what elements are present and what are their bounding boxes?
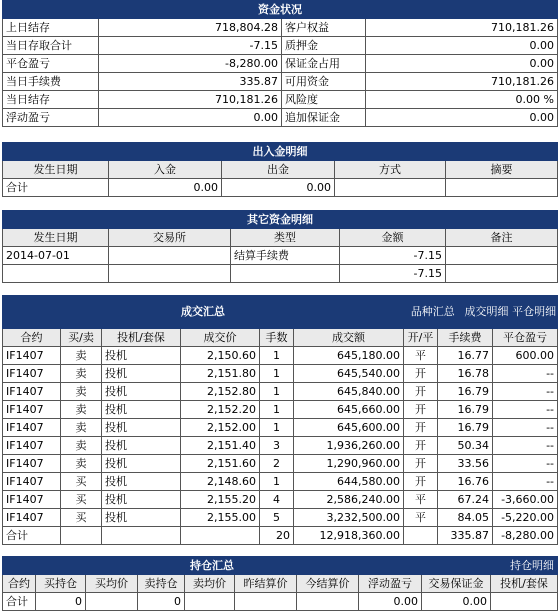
fund-row — [3, 37, 558, 55]
column-header: 备注 — [446, 229, 558, 247]
column-header: 发生日期 — [3, 161, 109, 179]
table-cell: 1,936,260.00 — [294, 437, 404, 455]
total-cell: 0 — [36, 593, 86, 611]
table-cell: 16.79 — [438, 419, 493, 437]
total-cell — [86, 593, 138, 611]
table-row — [3, 437, 558, 455]
fund-label: 客户权益 — [282, 19, 366, 37]
table-cell: IF1407 — [3, 473, 61, 491]
total-cell: 0 — [138, 593, 185, 611]
table-cell: 2,148.60 — [181, 473, 260, 491]
total-cell — [185, 593, 235, 611]
table-row — [3, 347, 558, 365]
table-cell: 开 — [404, 437, 438, 455]
table-cell: 投机 — [102, 491, 181, 509]
column-header: 合约 — [3, 575, 36, 593]
fund-value: 718,804.28 — [99, 19, 282, 37]
table-row — [3, 491, 558, 509]
table-row — [3, 455, 558, 473]
column-header-row — [3, 229, 558, 247]
fund-value: 0.00 % — [366, 91, 558, 109]
table-cell: 2,151.40 — [181, 437, 260, 455]
table-cell: 卖 — [61, 365, 102, 383]
table-cell: 33.56 — [438, 455, 493, 473]
column-header: 方式 — [335, 161, 446, 179]
fund-label: 当日手续费 — [3, 73, 99, 91]
table-cell: 1 — [260, 347, 294, 365]
table-cell: IF1407 — [3, 437, 61, 455]
table-cell — [3, 265, 109, 283]
other-funds-title: 其它资金明细 — [3, 211, 558, 229]
fund-value: 335.87 — [99, 73, 282, 91]
table-cell: 16.79 — [438, 401, 493, 419]
table-cell: 平 — [404, 347, 438, 365]
table-cell: 开 — [404, 473, 438, 491]
table-cell: 开 — [404, 365, 438, 383]
table-cell: 卖 — [61, 437, 102, 455]
table-cell: 645,660.00 — [294, 401, 404, 419]
table-cell: 5 — [260, 509, 294, 527]
fund-value: -7.15 — [99, 37, 282, 55]
table-cell: IF1407 — [3, 347, 61, 365]
table-cell: -- — [493, 437, 558, 455]
table-cell: 16.79 — [438, 383, 493, 401]
fund-value: 710,181.26 — [366, 19, 558, 37]
total-cell: -8,280.00 — [493, 527, 558, 545]
table-cell — [446, 247, 558, 265]
table-row — [3, 383, 558, 401]
table-cell: -- — [493, 401, 558, 419]
table-cell: 2,586,240.00 — [294, 491, 404, 509]
fund-row — [3, 109, 558, 127]
table-cell: 1 — [260, 365, 294, 383]
table-cell: 卖 — [61, 419, 102, 437]
table-cell: 平 — [404, 491, 438, 509]
total-cell: 合计 — [3, 593, 36, 611]
table-cell: -- — [493, 455, 558, 473]
table-cell: -7.15 — [340, 247, 446, 265]
total-cell: 20 — [260, 527, 294, 545]
table-cell: 84.05 — [438, 509, 493, 527]
table-cell — [109, 247, 231, 265]
table-row — [3, 247, 558, 265]
table-row — [3, 419, 558, 437]
column-header: 成交价 — [181, 329, 260, 347]
table-cell: 644,580.00 — [294, 473, 404, 491]
table-cell: 2014-07-01 — [3, 247, 109, 265]
table-cell — [109, 265, 231, 283]
table-cell: 开 — [404, 419, 438, 437]
table-cell: 开 — [404, 455, 438, 473]
column-header: 类型 — [231, 229, 340, 247]
column-header-row — [3, 329, 558, 347]
total-cell — [235, 593, 297, 611]
table-cell: 投机 — [102, 347, 181, 365]
table-cell: 3,232,500.00 — [294, 509, 404, 527]
column-header: 买/卖 — [61, 329, 102, 347]
column-header: 买均价 — [86, 575, 138, 593]
column-header-row — [3, 575, 558, 593]
table-cell: 67.24 — [438, 491, 493, 509]
column-header: 手数 — [260, 329, 294, 347]
table-cell: 投机 — [102, 419, 181, 437]
fund-label: 可用资金 — [282, 73, 366, 91]
column-header: 入金 — [109, 161, 222, 179]
table-cell — [446, 265, 558, 283]
table-cell: 645,600.00 — [294, 419, 404, 437]
table-cell: 买 — [61, 509, 102, 527]
table-cell: IF1407 — [3, 383, 61, 401]
total-cell — [491, 593, 558, 611]
table-cell: 卖 — [61, 455, 102, 473]
table-cell: IF1407 — [3, 365, 61, 383]
column-header: 买持仓 — [36, 575, 86, 593]
table-cell: 16.76 — [438, 473, 493, 491]
link-close-detail[interactable]: 平仓明细 — [512, 305, 557, 318]
table-cell: -5,220.00 — [493, 509, 558, 527]
table-cell: 2,155.20 — [181, 491, 260, 509]
table-cell: -- — [493, 419, 558, 437]
total-cell — [335, 179, 446, 197]
total-row — [3, 179, 558, 197]
table-cell: 2,152.00 — [181, 419, 260, 437]
fund-value: 0.00 — [99, 109, 282, 127]
table-cell: 16.78 — [438, 365, 493, 383]
column-header: 金额 — [340, 229, 446, 247]
table-cell: IF1407 — [3, 419, 61, 437]
table-cell: 开 — [404, 383, 438, 401]
total-row — [3, 527, 558, 545]
fund-status-table — [2, 0, 558, 127]
fund-value: -8,280.00 — [99, 55, 282, 73]
link-product-summary[interactable]: 品种汇总 — [410, 305, 455, 318]
fund-value: 710,181.26 — [366, 73, 558, 91]
table-cell: 投机 — [102, 383, 181, 401]
table-row — [3, 265, 558, 283]
table-cell: 4 — [260, 491, 294, 509]
table-cell: 投机 — [102, 401, 181, 419]
total-cell: 12,918,360.00 — [294, 527, 404, 545]
table-cell: 645,540.00 — [294, 365, 404, 383]
table-cell: 2,150.60 — [181, 347, 260, 365]
column-header: 投机/套保 — [102, 329, 181, 347]
table-cell: 投机 — [102, 455, 181, 473]
table-cell: 2,152.80 — [181, 383, 260, 401]
column-header: 手续费 — [438, 329, 493, 347]
table-cell: 买 — [61, 491, 102, 509]
total-cell: 0.00 — [422, 593, 491, 611]
table-row — [3, 365, 558, 383]
table-cell — [231, 265, 340, 283]
total-cell: 0.00 — [222, 179, 335, 197]
column-header: 浮动盈亏 — [359, 575, 422, 593]
fund-label: 追加保证金 — [282, 109, 366, 127]
table-cell: 3 — [260, 437, 294, 455]
fund-label: 保证金占用 — [282, 55, 366, 73]
total-cell — [297, 593, 359, 611]
table-cell: 1 — [260, 419, 294, 437]
column-header: 卖持仓 — [138, 575, 185, 593]
table-cell: 1 — [260, 473, 294, 491]
column-header-row — [3, 161, 558, 179]
total-cell — [102, 527, 181, 545]
positions-table — [2, 556, 558, 611]
table-cell: IF1407 — [3, 491, 61, 509]
total-cell — [404, 527, 438, 545]
table-cell: 2,152.20 — [181, 401, 260, 419]
table-cell: 16.77 — [438, 347, 493, 365]
table-cell: 2,155.00 — [181, 509, 260, 527]
total-cell — [181, 527, 260, 545]
trades-table — [2, 295, 558, 545]
fund-value: 0.00 — [366, 109, 558, 127]
table-cell: IF1407 — [3, 401, 61, 419]
table-cell: 2,151.60 — [181, 455, 260, 473]
fund-row — [3, 55, 558, 73]
total-cell: 合计 — [3, 527, 61, 545]
column-header: 投机/套保 — [491, 575, 558, 593]
table-cell: 1,290,960.00 — [294, 455, 404, 473]
table-cell: 卖 — [61, 383, 102, 401]
table-cell: 645,840.00 — [294, 383, 404, 401]
column-header: 昨结算价 — [235, 575, 297, 593]
column-header: 摘要 — [446, 161, 558, 179]
trades-title: 成交汇总 — [3, 296, 404, 329]
total-cell: 0.00 — [359, 593, 422, 611]
table-cell: IF1407 — [3, 509, 61, 527]
table-cell: -7.15 — [340, 265, 446, 283]
table-cell: 600.00 — [493, 347, 558, 365]
column-header: 开/平 — [404, 329, 438, 347]
total-cell: 合计 — [3, 179, 109, 197]
table-cell: IF1407 — [3, 455, 61, 473]
table-cell: 投机 — [102, 509, 181, 527]
total-cell — [61, 527, 102, 545]
table-row — [3, 509, 558, 527]
column-header: 成交额 — [294, 329, 404, 347]
positions-title: 持仓汇总 — [3, 557, 422, 575]
fund-row — [3, 73, 558, 91]
total-row — [3, 593, 558, 611]
column-header: 发生日期 — [3, 229, 109, 247]
fund-row — [3, 91, 558, 109]
fund-label: 风险度 — [282, 91, 366, 109]
fund-label: 上日结存 — [3, 19, 99, 37]
fund-value: 0.00 — [366, 37, 558, 55]
total-cell: 0.00 — [109, 179, 222, 197]
table-cell: 卖 — [61, 347, 102, 365]
table-cell: 开 — [404, 401, 438, 419]
column-header: 今结算价 — [297, 575, 359, 593]
fund-label: 当日结存 — [3, 91, 99, 109]
table-cell: -- — [493, 365, 558, 383]
inout-table — [2, 142, 558, 197]
table-row — [3, 401, 558, 419]
table-cell: 1 — [260, 401, 294, 419]
table-cell: 645,180.00 — [294, 347, 404, 365]
fund-label: 质押金 — [282, 37, 366, 55]
table-cell: 结算手续费 — [231, 247, 340, 265]
column-header: 交易保证金 — [422, 575, 491, 593]
table-row — [3, 473, 558, 491]
table-cell: 平 — [404, 509, 438, 527]
table-cell: 投机 — [102, 365, 181, 383]
total-cell: 335.87 — [438, 527, 493, 545]
column-header: 合约 — [3, 329, 61, 347]
other-funds-table — [2, 210, 558, 283]
fund-label: 当日存取合计 — [3, 37, 99, 55]
fund-value: 710,181.26 — [99, 91, 282, 109]
table-cell: -- — [493, 473, 558, 491]
fund-label: 平仓盈亏 — [3, 55, 99, 73]
table-cell: -3,660.00 — [493, 491, 558, 509]
column-header: 平仓盈亏 — [493, 329, 558, 347]
table-cell: 投机 — [102, 473, 181, 491]
table-cell: 买 — [61, 473, 102, 491]
total-cell — [446, 179, 558, 197]
inout-title: 出入金明细 — [3, 143, 558, 161]
fund-value: 0.00 — [366, 55, 558, 73]
fund-row — [3, 19, 558, 37]
fund-status-title: 资金状况 — [3, 1, 558, 19]
table-cell: 卖 — [61, 401, 102, 419]
table-cell: 2 — [260, 455, 294, 473]
table-cell: 2,151.80 — [181, 365, 260, 383]
column-header: 卖均价 — [185, 575, 235, 593]
table-cell: -- — [493, 383, 558, 401]
column-header: 交易所 — [109, 229, 231, 247]
table-cell: 50.34 — [438, 437, 493, 455]
table-cell: 1 — [260, 383, 294, 401]
fund-label: 浮动盈亏 — [3, 109, 99, 127]
column-header: 出金 — [222, 161, 335, 179]
link-trade-detail[interactable]: 成交明细 — [464, 305, 509, 318]
link-position-detail[interactable]: 持仓明细 — [422, 557, 558, 575]
table-cell: 投机 — [102, 437, 181, 455]
